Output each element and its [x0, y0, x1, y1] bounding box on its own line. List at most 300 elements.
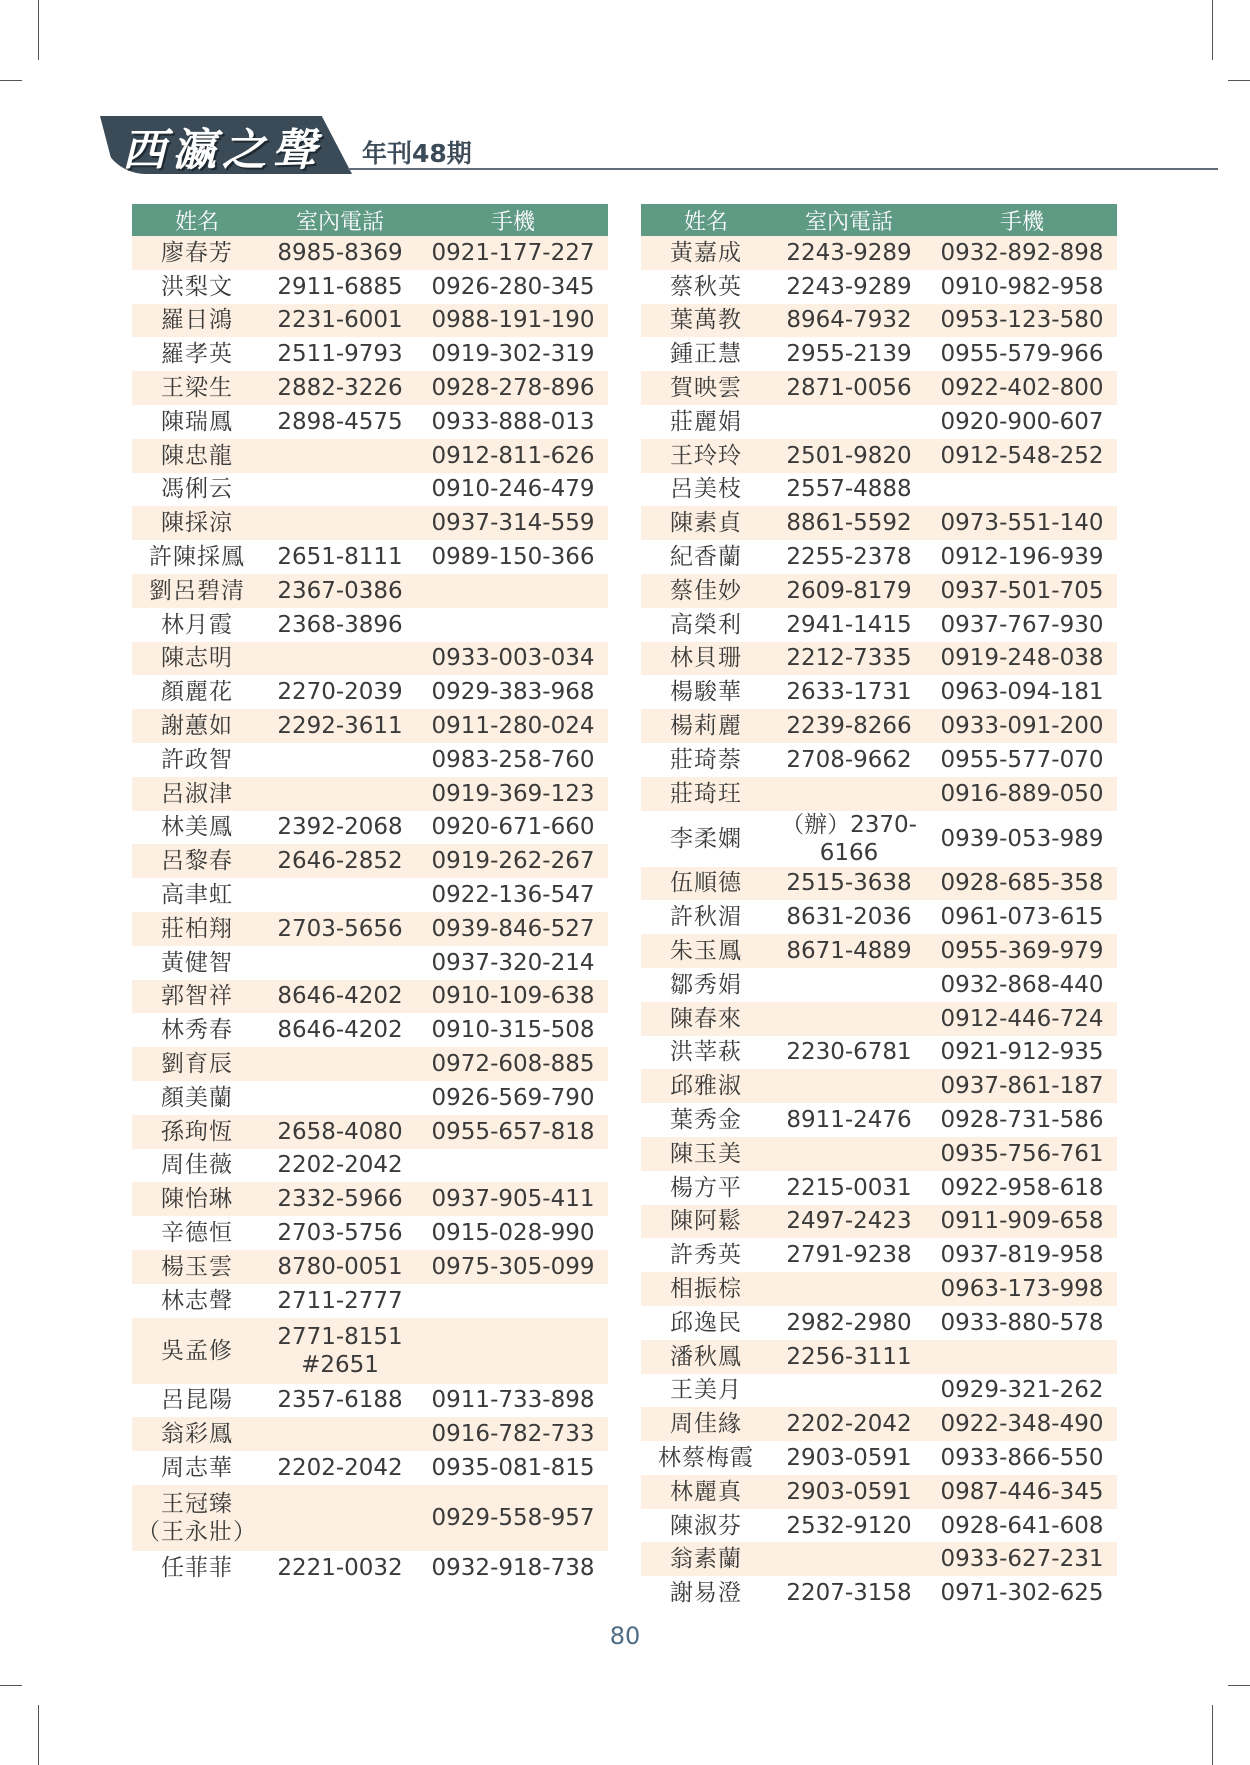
mobile-phone: 0910-109-638	[418, 980, 608, 1014]
table-row	[132, 811, 608, 845]
home-phone: 2212-7335	[771, 642, 927, 676]
home-phone: 2903-0591	[771, 1441, 927, 1475]
mobile-phone: 0972-608-885	[418, 1047, 608, 1081]
home-phone: 2292-3611	[262, 709, 418, 743]
table-row	[641, 1340, 1117, 1374]
home-phone	[262, 1318, 418, 1384]
mobile-phone	[927, 1340, 1117, 1374]
home-phone	[771, 777, 927, 811]
table-row	[641, 1509, 1117, 1543]
mobile-phone: 0916-889-050	[927, 777, 1117, 811]
mobile-phone: 0928-685-358	[927, 867, 1117, 901]
table-row	[132, 337, 608, 371]
contact-name: 呂淑津	[132, 777, 262, 811]
home-phone	[771, 405, 927, 439]
mobile-phone: 0955-579-966	[927, 337, 1117, 371]
contact-name: 辛德恒	[132, 1216, 262, 1250]
contact-name: 相振棕	[641, 1272, 771, 1306]
table-row	[641, 473, 1117, 507]
mobile-phone: 0933-888-013	[418, 405, 608, 439]
mobile-phone: 0932-918-738	[418, 1551, 608, 1585]
contact-name: 許政智	[132, 743, 262, 777]
contact-name: 葉秀金	[641, 1103, 771, 1137]
table-row	[641, 1306, 1117, 1340]
table-row	[132, 304, 608, 338]
table-row	[641, 608, 1117, 642]
contact-name: 謝易澄	[641, 1576, 771, 1610]
home-phone: 8964-7932	[771, 304, 927, 338]
contact-name: 林貝珊	[641, 642, 771, 676]
home-phone	[262, 946, 418, 980]
crop-mark	[1228, 1685, 1250, 1686]
contact-name: 陳淑芬	[641, 1509, 771, 1543]
table-row	[641, 1002, 1117, 1036]
contact-name: 蔡秋英	[641, 270, 771, 304]
directory-table-right	[641, 204, 1117, 1610]
home-phone	[262, 1047, 418, 1081]
mobile-phone: 0928-731-586	[927, 1103, 1117, 1137]
mobile-phone: 0922-348-490	[927, 1407, 1117, 1441]
home-phone	[262, 439, 418, 473]
table-row	[641, 1542, 1117, 1576]
home-phone: 2609-8179	[771, 574, 927, 608]
table-row	[132, 1551, 608, 1585]
contact-name: 陳志明	[132, 642, 262, 676]
mobile-phone: 0955-577-070	[927, 743, 1117, 777]
contact-name: 林麗真	[641, 1475, 771, 1509]
contact-name: 周志華	[132, 1451, 262, 1485]
mobile-phone: 0935-756-761	[927, 1137, 1117, 1171]
table-row	[132, 980, 608, 1014]
column-header-mobile: 手機	[927, 204, 1117, 236]
mobile-phone: 0928-278-896	[418, 371, 608, 405]
mobile-phone: 0922-958-618	[927, 1171, 1117, 1205]
contact-name: 陳採涼	[132, 506, 262, 540]
contact-name: 陳怡琳	[132, 1182, 262, 1216]
contact-name: 黃健智	[132, 946, 262, 980]
contact-name: 陳忠龍	[132, 439, 262, 473]
home-phone: 2903-0591	[771, 1475, 927, 1509]
home-phone: 2392-2068	[262, 811, 418, 845]
table-row	[641, 1036, 1117, 1070]
contact-name: 楊方平	[641, 1171, 771, 1205]
table-row	[641, 371, 1117, 405]
home-phone	[771, 1272, 927, 1306]
mobile-phone: 0919-248-038	[927, 642, 1117, 676]
mobile-phone: 0971-302-625	[927, 1576, 1117, 1610]
home-phone: 2658-4080	[262, 1115, 418, 1149]
contact-name: 周佳緣	[641, 1407, 771, 1441]
contact-name: 蔡佳妙	[641, 574, 771, 608]
home-phone	[262, 506, 418, 540]
contact-name: 紀香蘭	[641, 540, 771, 574]
table-row	[641, 968, 1117, 1002]
issue-title: 年刊48期	[362, 139, 472, 168]
table-row	[132, 1451, 608, 1485]
table-row	[132, 1485, 608, 1551]
contact-name: 許秀英	[641, 1238, 771, 1272]
home-phone: 2871-0056	[771, 371, 927, 405]
home-phone: 2357-6188	[262, 1384, 418, 1418]
home-phone: 2646-2852	[262, 844, 418, 878]
mobile-phone: 0919-369-123	[418, 777, 608, 811]
contact-name: 林志聲	[132, 1284, 262, 1318]
table-row	[641, 1205, 1117, 1239]
mobile-phone: 0988-191-190	[418, 304, 608, 338]
contact-name: 劉呂碧清	[132, 574, 262, 608]
mobile-phone: 0963-173-998	[927, 1272, 1117, 1306]
home-phone: 2703-5656	[262, 912, 418, 946]
home-phone	[771, 1002, 927, 1036]
home-phone: 2230-6781	[771, 1036, 927, 1070]
home-phone: 2332-5966	[262, 1182, 418, 1216]
contact-name: 林美鳳	[132, 811, 262, 845]
table-row	[132, 1284, 608, 1318]
table-row	[641, 1576, 1117, 1610]
mobile-phone: 0912-446-724	[927, 1002, 1117, 1036]
contact-name: 黃嘉成	[641, 236, 771, 270]
home-phone-line: 2771-8151	[277, 1323, 403, 1350]
table-row	[641, 236, 1117, 270]
home-phone	[262, 777, 418, 811]
table-row	[132, 405, 608, 439]
table-row	[132, 1318, 608, 1384]
home-phone: 2368-3896	[262, 608, 418, 642]
crop-mark	[38, 1705, 39, 1765]
home-phone	[771, 1542, 927, 1576]
contact-name: 任菲菲	[132, 1551, 262, 1585]
contact-name: 高榮利	[641, 608, 771, 642]
table-row	[641, 439, 1117, 473]
mobile-phone: 0989-150-366	[418, 540, 608, 574]
mobile-phone: 0922-136-547	[418, 878, 608, 912]
mobile-phone: 0935-081-815	[418, 1451, 608, 1485]
table-header-row	[132, 204, 608, 236]
contact-name: 顏麗花	[132, 675, 262, 709]
table-row	[641, 304, 1117, 338]
contact-name: 呂美枝	[641, 473, 771, 507]
home-phone	[262, 473, 418, 507]
contact-name: 鄒秀娟	[641, 968, 771, 1002]
home-phone: 2511-9793	[262, 337, 418, 371]
home-phone: 2255-2378	[771, 540, 927, 574]
mobile-phone: 0920-671-660	[418, 811, 608, 845]
mobile-phone: 0933-091-200	[927, 709, 1117, 743]
contact-name: 李柔嫻	[641, 811, 771, 867]
home-phone: 2202-2042	[262, 1451, 418, 1485]
table-row	[132, 270, 608, 304]
contact-name: 顏美蘭	[132, 1081, 262, 1115]
table-row	[641, 900, 1117, 934]
table-row	[132, 1384, 608, 1418]
table-row	[641, 1137, 1117, 1171]
column-header-home-phone: 室內電話	[262, 204, 418, 236]
mobile-phone: 0910-246-479	[418, 473, 608, 507]
mobile-phone: 0953-123-580	[927, 304, 1117, 338]
crop-mark	[1212, 0, 1213, 60]
crop-mark	[1228, 80, 1250, 81]
contact-name: 伍順德	[641, 867, 771, 901]
contact-name: 楊玉雲	[132, 1250, 262, 1284]
table-row	[641, 574, 1117, 608]
table-row	[641, 1069, 1117, 1103]
table-row	[641, 405, 1117, 439]
table-row	[132, 371, 608, 405]
mobile-phone: 0911-909-658	[927, 1205, 1117, 1239]
home-phone: 2270-2039	[262, 675, 418, 709]
table-row	[641, 1374, 1117, 1408]
table-row	[641, 1407, 1117, 1441]
mobile-phone: 0921-177-227	[418, 236, 608, 270]
mobile-phone: 0955-657-818	[418, 1115, 608, 1149]
table-row	[132, 506, 608, 540]
table-row	[641, 675, 1117, 709]
contact-name: 朱玉鳳	[641, 934, 771, 968]
home-phone: 2202-2042	[771, 1407, 927, 1441]
contact-name: 洪莘萩	[641, 1036, 771, 1070]
mobile-phone	[418, 1284, 608, 1318]
home-phone: 2708-9662	[771, 743, 927, 777]
home-phone	[262, 743, 418, 777]
table-row	[132, 1250, 608, 1284]
table-row	[132, 709, 608, 743]
home-phone: 2207-3158	[771, 1576, 927, 1610]
contact-name: 馮俐云	[132, 473, 262, 507]
contact-name: 陳春來	[641, 1002, 771, 1036]
contact-name-line: （王永壯）	[137, 1518, 257, 1545]
mobile-phone: 0937-314-559	[418, 506, 608, 540]
home-phone: 2982-2980	[771, 1306, 927, 1340]
mobile-phone: 0928-641-608	[927, 1509, 1117, 1543]
home-phone-line: #2651	[301, 1351, 379, 1378]
home-phone: 8861-5592	[771, 506, 927, 540]
mobile-phone: 0926-569-790	[418, 1081, 608, 1115]
mobile-phone: 0939-053-989	[927, 811, 1117, 867]
mobile-phone: 0933-866-550	[927, 1441, 1117, 1475]
table-row	[132, 1149, 608, 1183]
table-row	[641, 743, 1117, 777]
mobile-phone: 0926-280-345	[418, 270, 608, 304]
mobile-phone: 0929-383-968	[418, 675, 608, 709]
table-row	[641, 1441, 1117, 1475]
home-phone: 2202-2042	[262, 1149, 418, 1183]
mobile-phone: 0922-402-800	[927, 371, 1117, 405]
contact-name: 莊麗娟	[641, 405, 771, 439]
table-row	[641, 811, 1117, 867]
table-row	[641, 540, 1117, 574]
contact-name: 莊柏翔	[132, 912, 262, 946]
mobile-phone	[418, 608, 608, 642]
table-row	[641, 337, 1117, 371]
contact-name: 陳阿鬆	[641, 1205, 771, 1239]
table-row	[132, 1182, 608, 1216]
home-phone: 2256-3111	[771, 1340, 927, 1374]
mobile-phone: 0963-094-181	[927, 675, 1117, 709]
contact-name: 羅日鴻	[132, 304, 262, 338]
home-phone: 2911-6885	[262, 270, 418, 304]
contact-name: 葉萬教	[641, 304, 771, 338]
contact-name: 王梁生	[132, 371, 262, 405]
mobile-phone: 0937-905-411	[418, 1182, 608, 1216]
contact-name: 莊琦萘	[641, 743, 771, 777]
crop-mark	[1212, 1705, 1213, 1765]
home-phone	[771, 1137, 927, 1171]
table-row	[132, 1013, 608, 1047]
contact-name: 高聿虹	[132, 878, 262, 912]
home-phone: 2898-4575	[262, 405, 418, 439]
page-number: 80	[609, 1622, 641, 1650]
home-phone: 2532-9120	[771, 1509, 927, 1543]
mobile-phone: 0983-258-760	[418, 743, 608, 777]
contact-name: 孫珣恆	[132, 1115, 262, 1149]
crop-mark	[0, 80, 22, 81]
home-phone: 2243-9289	[771, 270, 927, 304]
mobile-phone: 0911-280-024	[418, 709, 608, 743]
mobile-phone: 0933-003-034	[418, 642, 608, 676]
table-row	[641, 934, 1117, 968]
mobile-phone: 0921-912-935	[927, 1036, 1117, 1070]
contact-name	[132, 1485, 262, 1551]
contact-name: 吳孟修	[132, 1318, 262, 1384]
contact-name: 郭智祥	[132, 980, 262, 1014]
table-row	[641, 1272, 1117, 1306]
contact-name: 洪梨文	[132, 270, 262, 304]
home-phone	[262, 1485, 418, 1551]
crop-mark	[38, 0, 39, 60]
mobile-phone: 0912-811-626	[418, 439, 608, 473]
mobile-phone: 0912-196-939	[927, 540, 1117, 574]
crop-mark	[0, 1685, 22, 1686]
mobile-phone: 0920-900-607	[927, 405, 1117, 439]
mobile-phone: 0933-627-231	[927, 1542, 1117, 1576]
table-row	[132, 236, 608, 270]
table-row	[132, 642, 608, 676]
contact-name: 楊駿華	[641, 675, 771, 709]
home-phone: 8985-8369	[262, 236, 418, 270]
home-phone: 2515-3638	[771, 867, 927, 901]
contact-name-line: 王冠臻	[161, 1490, 233, 1517]
header-rule	[348, 168, 1218, 170]
home-phone: 2243-9289	[771, 236, 927, 270]
mobile-phone: 0973-551-140	[927, 506, 1117, 540]
table-row	[641, 777, 1117, 811]
home-phone	[262, 1081, 418, 1115]
home-phone: 2231-6001	[262, 304, 418, 338]
column-header-home-phone: 室內電話	[771, 204, 927, 236]
table-row	[132, 608, 608, 642]
contact-name: 羅孝英	[132, 337, 262, 371]
home-phone: 8671-4889	[771, 934, 927, 968]
contact-name: 謝蕙如	[132, 709, 262, 743]
contact-name: 翁素蘭	[641, 1542, 771, 1576]
mobile-phone: 0929-321-262	[927, 1374, 1117, 1408]
table-row	[132, 1081, 608, 1115]
mobile-phone	[927, 473, 1117, 507]
contact-name: 林蔡梅霞	[641, 1441, 771, 1475]
table-row	[132, 743, 608, 777]
table-row	[132, 473, 608, 507]
mobile-phone: 0910-982-958	[927, 270, 1117, 304]
mobile-phone: 0955-369-979	[927, 934, 1117, 968]
column-header-name: 姓名	[132, 204, 262, 236]
mobile-phone: 0937-819-958	[927, 1238, 1117, 1272]
table-row	[132, 878, 608, 912]
contact-name: 陳瑞鳳	[132, 405, 262, 439]
home-phone: 8646-4202	[262, 980, 418, 1014]
table-row	[132, 777, 608, 811]
home-phone: 2651-8111	[262, 540, 418, 574]
table-row	[641, 642, 1117, 676]
directory-table-left	[132, 204, 608, 1585]
mobile-phone: 0932-892-898	[927, 236, 1117, 270]
contact-name: 劉育辰	[132, 1047, 262, 1081]
table-row	[641, 1475, 1117, 1509]
table-row	[132, 1115, 608, 1149]
home-phone: 8911-2476	[771, 1103, 927, 1137]
home-phone: 8780-0051	[262, 1250, 418, 1284]
table-row	[641, 270, 1117, 304]
mobile-phone: 0916-782-733	[418, 1417, 608, 1451]
home-phone	[262, 1417, 418, 1451]
home-phone	[771, 968, 927, 1002]
home-phone: 2497-2423	[771, 1205, 927, 1239]
table-row	[132, 1047, 608, 1081]
home-phone: 2882-3226	[262, 371, 418, 405]
home-phone	[771, 1374, 927, 1408]
table-row	[641, 1103, 1117, 1137]
contact-name: 邱雅淑	[641, 1069, 771, 1103]
contact-name: 呂黎春	[132, 844, 262, 878]
contact-name: 王玲玲	[641, 439, 771, 473]
page-header	[100, 110, 1120, 180]
mobile-phone: 0937-501-705	[927, 574, 1117, 608]
mobile-phone: 0937-767-930	[927, 608, 1117, 642]
table-row	[132, 912, 608, 946]
mobile-phone: 0919-262-267	[418, 844, 608, 878]
mobile-phone: 0939-846-527	[418, 912, 608, 946]
home-phone: 2703-5756	[262, 1216, 418, 1250]
contact-name: 許陳採鳳	[132, 540, 262, 574]
mobile-phone: 0932-868-440	[927, 968, 1117, 1002]
home-phone: 2501-9820	[771, 439, 927, 473]
mobile-phone: 0933-880-578	[927, 1306, 1117, 1340]
contact-name: 周佳薇	[132, 1149, 262, 1183]
contact-name: 林月霞	[132, 608, 262, 642]
home-phone: 2557-4888	[771, 473, 927, 507]
contact-name: 王美月	[641, 1374, 771, 1408]
home-phone: 2955-2139	[771, 337, 927, 371]
home-phone: 2221-0032	[262, 1551, 418, 1585]
home-phone	[771, 1069, 927, 1103]
contact-name: 陳素貞	[641, 506, 771, 540]
mobile-phone: 0961-073-615	[927, 900, 1117, 934]
mobile-phone	[418, 1149, 608, 1183]
mobile-phone: 0937-861-187	[927, 1069, 1117, 1103]
column-header-name: 姓名	[641, 204, 771, 236]
table-row	[132, 844, 608, 878]
contact-name: 翁彩鳳	[132, 1417, 262, 1451]
contact-name: 許秋湄	[641, 900, 771, 934]
mobile-phone: 0910-315-508	[418, 1013, 608, 1047]
contact-name: 鍾正慧	[641, 337, 771, 371]
mobile-phone	[418, 1318, 608, 1384]
mobile-phone: 0912-548-252	[927, 439, 1117, 473]
home-phone: 8646-4202	[262, 1013, 418, 1047]
mobile-phone: 0919-302-319	[418, 337, 608, 371]
table-row	[132, 1216, 608, 1250]
contact-name: 陳玉美	[641, 1137, 771, 1171]
contact-name: 潘秋鳳	[641, 1340, 771, 1374]
